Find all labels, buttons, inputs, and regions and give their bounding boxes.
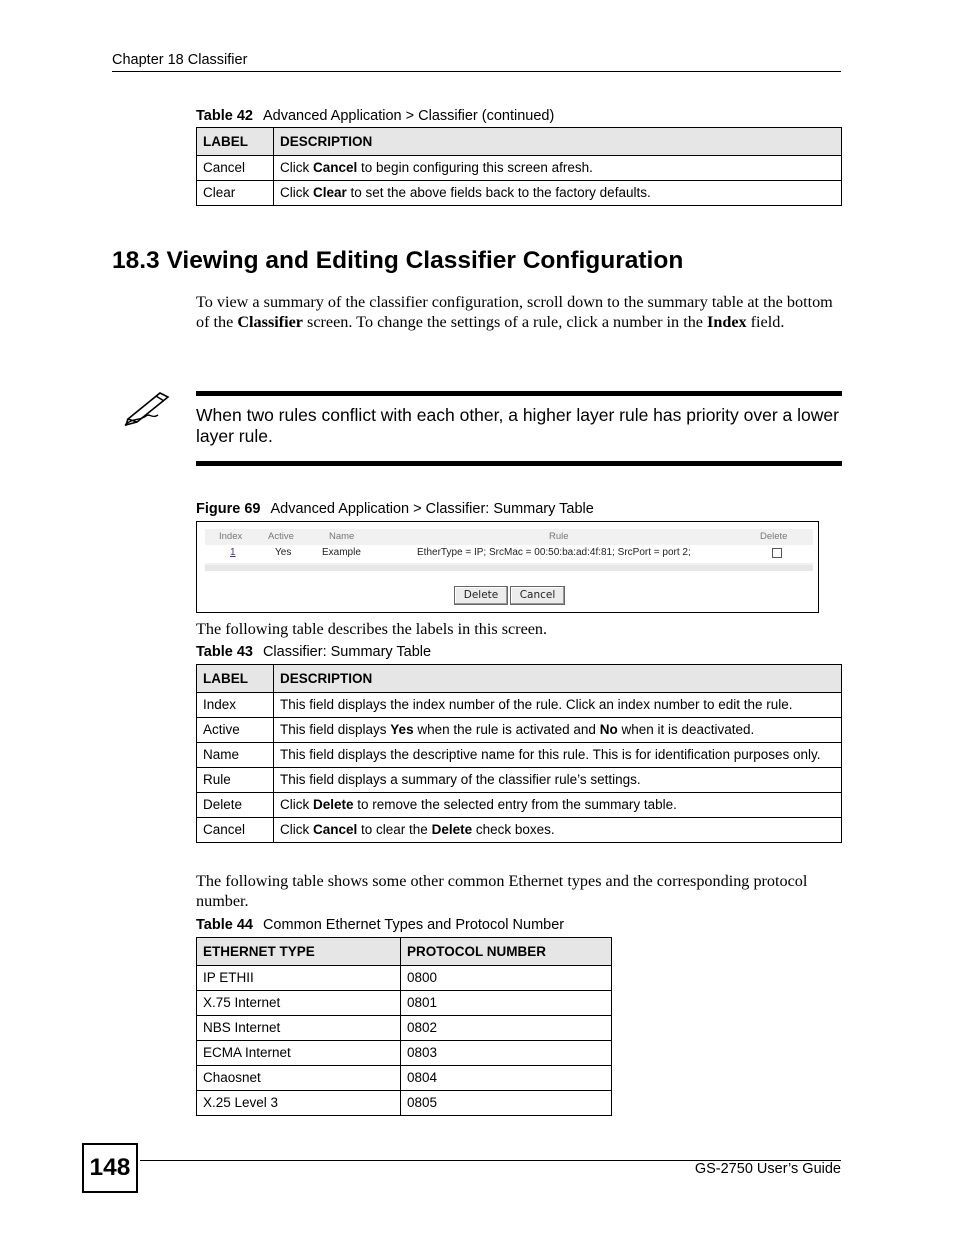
table-row xyxy=(197,1091,612,1116)
protocol-number: 0802 xyxy=(401,1016,612,1041)
ethernet-type: X.25 Level 3 xyxy=(197,1091,401,1116)
table44-caption-text: Common Ethernet Types and Protocol Number xyxy=(262,917,565,933)
row-description: This field displays Yes when the rule is activated and No when it is deactivated. xyxy=(274,718,842,743)
note-text: When two rules conflict with each other, a higher layer rule has priority over a lower layer rule. xyxy=(196,405,839,446)
row-description: This field displays the descriptive name for this rule. This is for identification purposes only. xyxy=(274,743,842,768)
header-name: Name xyxy=(329,531,355,542)
delete-button[interactable]: Delete xyxy=(454,586,508,605)
following-paragraph: The following table describes the labels in this screen. xyxy=(196,620,548,638)
table-header-row xyxy=(197,128,842,156)
note-rule-top xyxy=(196,391,842,396)
header-delete: Delete xyxy=(760,531,788,542)
protocol-number: 0801 xyxy=(401,991,612,1016)
summary-table-header xyxy=(205,529,813,543)
row-description: Click Cancel to begin configuring this screen afresh. xyxy=(274,156,842,181)
page-number: 148 xyxy=(82,1143,138,1193)
row-label: Active xyxy=(197,718,274,743)
ethernet-type: X.75 Internet xyxy=(197,991,401,1016)
header-rule xyxy=(112,71,841,72)
protocol-number: 0805 xyxy=(401,1091,612,1116)
row-active: Yes xyxy=(275,547,292,558)
table42-caption-label: Table 42 xyxy=(196,108,253,124)
column-header-description: DESCRIPTION xyxy=(274,665,842,693)
table-row xyxy=(197,966,612,991)
row-label: Cancel xyxy=(197,818,274,843)
table44-caption-label: Table 44 xyxy=(196,917,253,933)
column-header-label: LABEL xyxy=(197,128,274,156)
row-description: Click Cancel to clear the Delete check boxes. xyxy=(274,818,842,843)
pencil-note-icon xyxy=(124,388,174,433)
table42-caption xyxy=(196,108,554,124)
row-description: Click Delete to remove the selected entry from the summary table. xyxy=(274,793,842,818)
table-row xyxy=(197,743,842,768)
table44 xyxy=(196,937,612,1116)
table-row xyxy=(197,181,842,206)
column-header-description: DESCRIPTION xyxy=(274,128,842,156)
row-label: Cancel xyxy=(197,156,274,181)
row-description: This field displays the index number of the rule. Click an index number to edit the rule. xyxy=(274,693,842,718)
header-active: Active xyxy=(268,531,294,542)
row-name: Example xyxy=(322,547,361,558)
table43-caption-text: Classifier: Summary Table xyxy=(262,644,432,660)
figure69-screenshot xyxy=(196,521,819,613)
index-link[interactable]: 1 xyxy=(230,547,236,558)
table-row xyxy=(197,156,842,181)
column-header-ethernet-type: ETHERNET TYPE xyxy=(197,938,401,966)
row-label: Index xyxy=(197,693,274,718)
protocol-number: 0804 xyxy=(401,1066,612,1091)
header-rule: Rule xyxy=(549,531,569,542)
section-title: 18.3 Viewing and Editing Classifier Configuration xyxy=(112,247,684,274)
summary-table xyxy=(205,529,813,569)
column-header-label: LABEL xyxy=(197,665,274,693)
row-rule: EtherType = IP; SrcMac = 00:50:ba:ad:4f:81; SrcPort = port 2; xyxy=(417,547,691,558)
protocol-number: 0800 xyxy=(401,966,612,991)
ethernet-type: IP ETHII xyxy=(197,966,401,991)
figure69-caption-label: Figure 69 xyxy=(196,501,261,517)
table-row xyxy=(197,693,842,718)
chapter-header: Chapter 18 Classifier xyxy=(112,52,248,68)
table43 xyxy=(196,664,842,843)
delete-checkbox[interactable] xyxy=(772,548,782,558)
table44-caption xyxy=(196,917,564,933)
row-description: This field displays a summary of the classifier rule’s settings. xyxy=(274,768,842,793)
ethernet-type: ECMA Internet xyxy=(197,1041,401,1066)
protocol-number: 0803 xyxy=(401,1041,612,1066)
table-row xyxy=(197,1016,612,1041)
footer-guide-title: GS-2750 User’s Guide xyxy=(694,1161,841,1177)
row-label: Name xyxy=(197,743,274,768)
table-row xyxy=(197,718,842,743)
table-row xyxy=(197,1041,612,1066)
header-index: Index xyxy=(219,531,243,542)
ethernet-type: Chaosnet xyxy=(197,1066,401,1091)
table-row xyxy=(205,545,813,563)
table-row xyxy=(197,793,842,818)
summary-table-footer xyxy=(205,565,813,571)
row-description: Click Clear to set the above fields back to the factory defaults. xyxy=(274,181,842,206)
table-header-row xyxy=(197,938,612,966)
table-row xyxy=(197,1066,612,1091)
row-label: Clear xyxy=(197,181,274,206)
table-row xyxy=(197,991,612,1016)
column-header-protocol-number: PROTOCOL NUMBER xyxy=(401,938,612,966)
figure69-caption-text: Advanced Application > Classifier: Summary Table xyxy=(270,501,594,517)
table42 xyxy=(196,127,842,206)
row-label: Delete xyxy=(197,793,274,818)
table-header-row xyxy=(197,665,842,693)
ethernet-type: NBS Internet xyxy=(197,1016,401,1041)
table43-caption xyxy=(196,644,431,660)
cancel-button[interactable]: Cancel xyxy=(510,586,565,605)
table43-caption-label: Table 43 xyxy=(196,644,253,660)
section-paragraph: To view a summary of the classifier configuration, scroll down to the summary table at the bottom of the Classifier screen. To change the settings of a rule, click a number in the Index field. xyxy=(196,293,833,331)
row-label: Rule xyxy=(197,768,274,793)
table-row xyxy=(197,818,842,843)
table-row xyxy=(197,768,842,793)
ethernet-paragraph: The following table shows some other common Ethernet types and the corresponding protocol number. xyxy=(196,872,808,910)
table42-caption-text: Advanced Application > Classifier (continued) xyxy=(262,108,555,124)
note-rule-bottom xyxy=(196,461,842,466)
figure69-caption xyxy=(196,501,594,517)
